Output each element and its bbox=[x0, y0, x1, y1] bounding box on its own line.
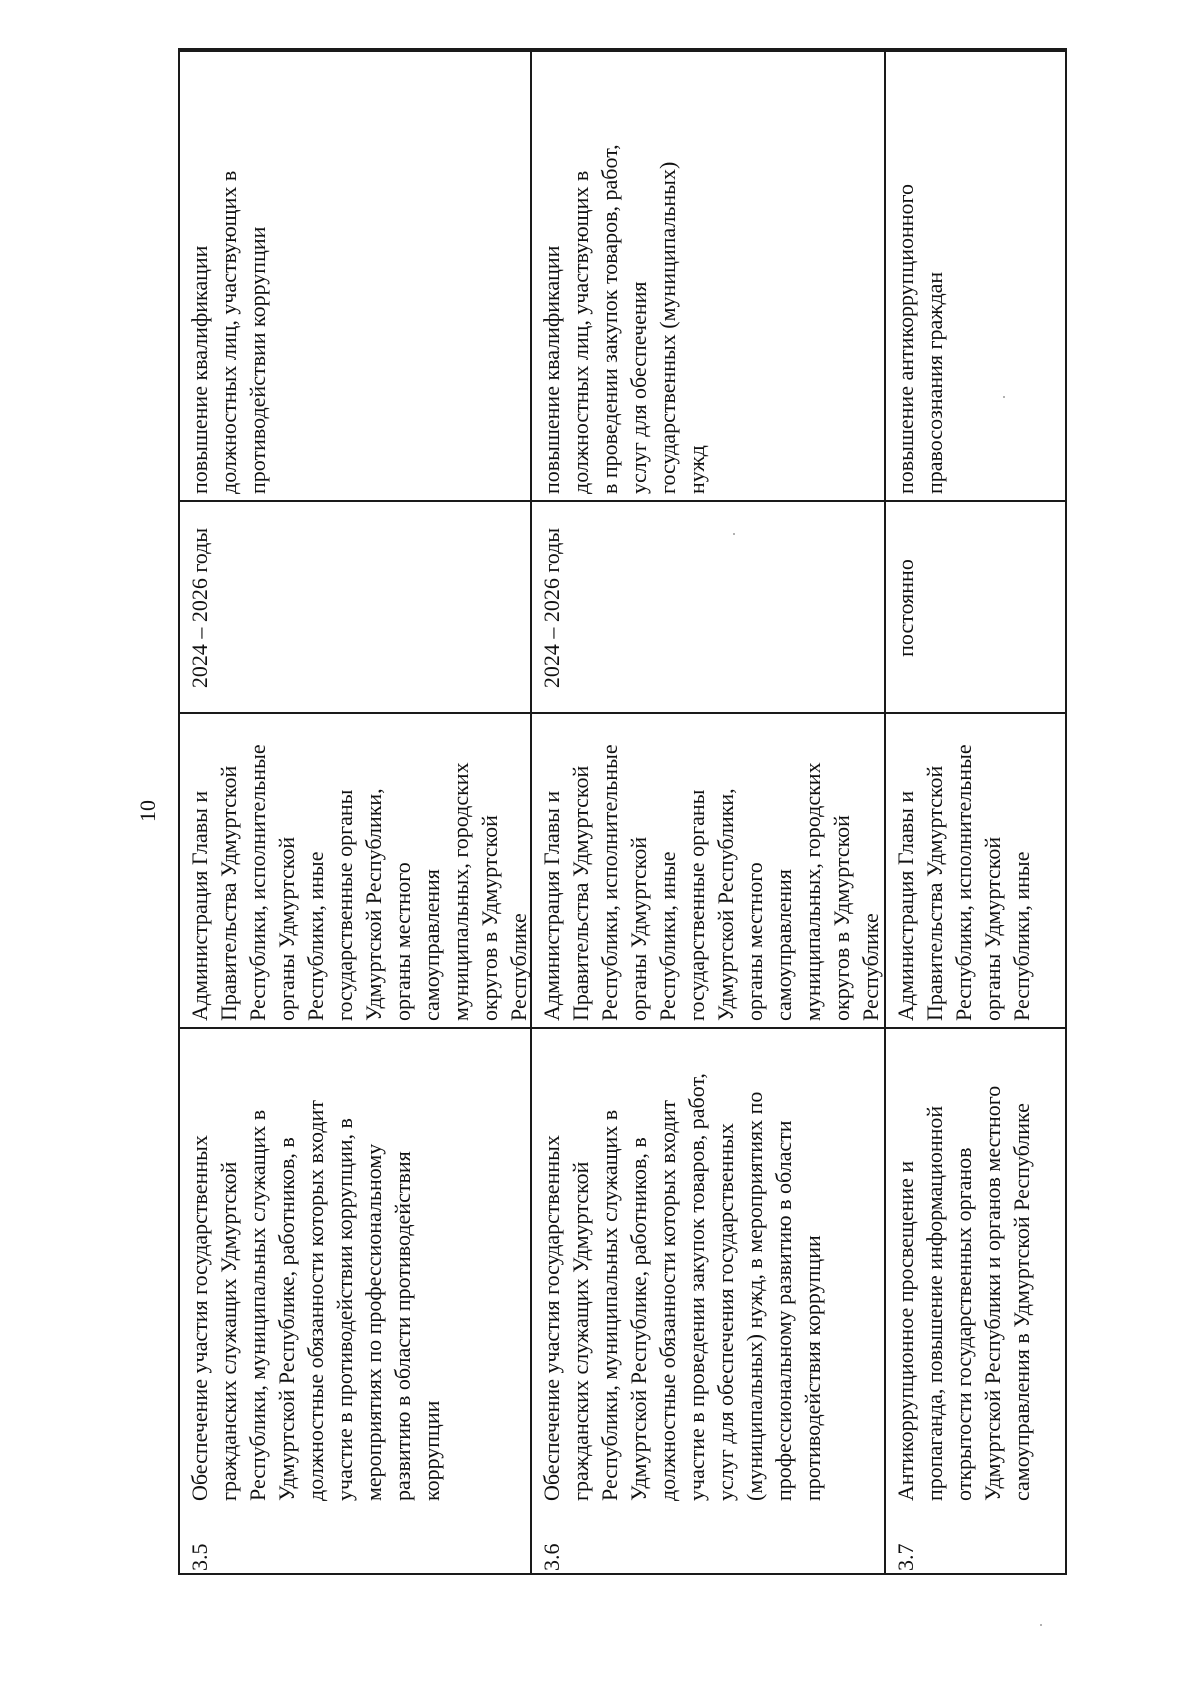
measure-line: Удмуртской Республике, работников, в bbox=[626, 1137, 651, 1501]
measure-line: должностные обязанности которых входит bbox=[303, 1100, 328, 1501]
term-text: 2024 – 2026 годы bbox=[187, 527, 212, 689]
measure-line: развитию в области противодействия bbox=[390, 1151, 415, 1501]
result-line: повышение квалификации bbox=[187, 245, 212, 494]
result-line: правосознания граждан bbox=[922, 271, 947, 494]
executors-line: округов в Удмуртской bbox=[477, 815, 502, 1021]
measure-line: услуг для обеспечения государственных bbox=[713, 1123, 738, 1501]
executors-line: Правительства Удмуртской bbox=[568, 765, 593, 1021]
table-row bbox=[532, 50, 886, 1573]
row-number: 3.7 bbox=[893, 1543, 918, 1571]
executors-line: самоуправления bbox=[419, 869, 444, 1021]
executors-line: Республике bbox=[506, 913, 531, 1021]
measure-line: Обеспечение участия государственных bbox=[539, 1135, 564, 1501]
measure-line: противодействия коррупции bbox=[800, 1235, 825, 1501]
row-number: 3.6 bbox=[539, 1543, 564, 1571]
term-text: 2024 – 2026 годы bbox=[539, 527, 564, 689]
executors-line: Администрация Главы и bbox=[187, 790, 212, 1021]
executors-cell bbox=[180, 712, 530, 1027]
executors-line: Республики, исполнительные bbox=[245, 744, 270, 1021]
executors-line: органы Удмуртской bbox=[626, 836, 651, 1021]
executors-line: Удмуртской Республики, bbox=[713, 788, 738, 1021]
measure-cell bbox=[532, 1027, 884, 1507]
result-cell bbox=[180, 50, 530, 500]
measure-line: Удмуртской Республике, работников, в bbox=[274, 1137, 299, 1501]
result-line: повышение квалификации bbox=[539, 245, 564, 494]
executors-line: Республики, исполнительные bbox=[951, 744, 976, 1021]
result-line: в проведении закупок товаров, работ, bbox=[597, 144, 622, 494]
measure-line: профессиональному развитию в области bbox=[771, 1120, 796, 1501]
number-cell bbox=[532, 1507, 884, 1575]
executors-line: органы местного bbox=[742, 862, 767, 1021]
page-number: 10 bbox=[135, 800, 160, 822]
executors-line: самоуправления bbox=[771, 869, 796, 1021]
measures-table bbox=[178, 48, 1067, 1575]
table-row bbox=[180, 50, 532, 1573]
scan-speck bbox=[1003, 396, 1005, 398]
measure-line: пропаганда, повышение информационной bbox=[922, 1105, 947, 1501]
result-line: должностных лиц, участвующих в bbox=[568, 170, 593, 494]
executors-line: Администрация Главы и bbox=[893, 790, 918, 1021]
term-cell bbox=[180, 500, 530, 712]
executors-line: Республики, иные bbox=[303, 851, 328, 1021]
measure-line: должностные обязанности которых входит bbox=[655, 1100, 680, 1501]
executors-cell bbox=[532, 712, 884, 1027]
measure-line: Обеспечение участия государственных bbox=[187, 1135, 212, 1501]
result-line: государственных (муниципальных) bbox=[655, 161, 680, 494]
executors-line: Правительства Удмуртской bbox=[922, 765, 947, 1021]
executors-line: муниципальных, городских bbox=[448, 762, 473, 1021]
scan-speck bbox=[1040, 1624, 1042, 1626]
measure-line: гражданских служащих Удмуртской bbox=[216, 1161, 241, 1501]
measure-line: Антикоррупционное просвещение и bbox=[893, 1160, 918, 1501]
result-line: должностных лиц, участвующих в bbox=[216, 170, 241, 494]
executors-line: Республики, иные bbox=[655, 851, 680, 1021]
result-cell bbox=[532, 50, 884, 500]
measure-line: гражданских служащих Удмуртской bbox=[568, 1161, 593, 1501]
executors-line: муниципальных, городских bbox=[800, 762, 825, 1021]
executors-line: органы Удмуртской bbox=[274, 836, 299, 1021]
measure-line: самоуправления в Удмуртской Республике bbox=[1009, 1103, 1034, 1501]
result-line: повышение антикоррупционного bbox=[893, 183, 918, 494]
executors-cell bbox=[886, 712, 1065, 1027]
measure-line: участие в проведении закупок товаров, работ, bbox=[684, 1073, 709, 1501]
result-line: нужд bbox=[684, 445, 709, 494]
number-cell bbox=[886, 1507, 1065, 1575]
measure-line: Республики, муниципальных служащих в bbox=[597, 1109, 622, 1501]
executors-line: Республики, иные bbox=[1009, 851, 1034, 1021]
measure-line: мероприятиях по профессиональному bbox=[361, 1143, 386, 1501]
measure-line: (муниципальных) нужд, в мероприятиях по bbox=[742, 1091, 767, 1501]
term-cell bbox=[886, 500, 1065, 712]
term-text: постоянно bbox=[893, 559, 918, 657]
measure-line: открытости государственных органов bbox=[951, 1147, 976, 1501]
executors-line: государственные органы bbox=[684, 789, 709, 1021]
executors-line: округов в Удмуртской bbox=[829, 815, 854, 1021]
result-cell bbox=[886, 50, 1065, 500]
number-cell bbox=[180, 1507, 530, 1575]
measure-line: Республики, муниципальных служащих в bbox=[245, 1109, 270, 1501]
measure-cell bbox=[180, 1027, 530, 1507]
term-cell bbox=[532, 500, 884, 712]
result-line: противодействии коррупции bbox=[245, 226, 270, 494]
result-line: услуг для обеспечения bbox=[626, 281, 651, 494]
scan-speck bbox=[733, 533, 735, 535]
measure-cell bbox=[886, 1027, 1065, 1507]
executors-line: Правительства Удмуртской bbox=[216, 765, 241, 1021]
executors-line: Удмуртской Республики, bbox=[361, 788, 386, 1021]
measure-line: участие в противодействии коррупции, в bbox=[332, 1118, 357, 1501]
measure-line: Удмуртской Республики и органов местного bbox=[980, 1085, 1005, 1501]
measure-line: коррупции bbox=[419, 1400, 444, 1501]
executors-line: органы Удмуртской bbox=[980, 836, 1005, 1021]
table-row bbox=[886, 50, 1065, 1573]
executors-line: Республике bbox=[858, 913, 883, 1021]
executors-line: государственные органы bbox=[332, 789, 357, 1021]
executors-line: органы местного bbox=[390, 862, 415, 1021]
row-number: 3.5 bbox=[187, 1543, 212, 1571]
executors-line: Администрация Главы и bbox=[539, 790, 564, 1021]
executors-line: Республики, исполнительные bbox=[597, 744, 622, 1021]
